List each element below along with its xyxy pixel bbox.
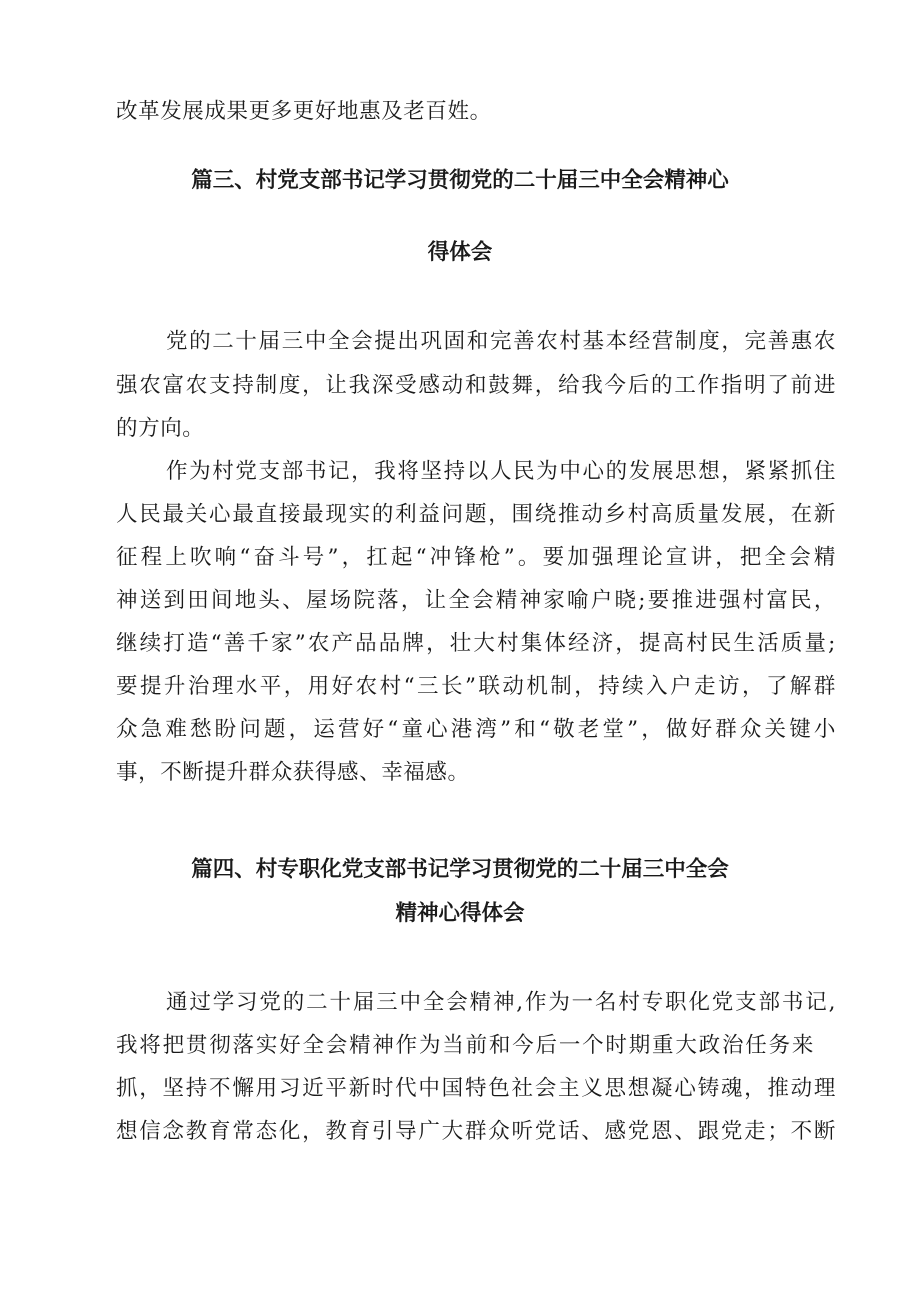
paragraph-line: 要提升治理水平，用好农村“三长”联动机制，持续入户走访，了解群 xyxy=(116,674,836,699)
paragraph-line: 强农富农支持制度，让我深受感动和鼓舞，给我今后的工作指明了前进 xyxy=(116,373,836,398)
paragraph-line: 改革发展成果更多更好地惠及老百姓。 xyxy=(116,99,492,124)
paragraph-line: 神送到田间地头、屋场院落，让全会精神家喻户晓;要推进强村富民， xyxy=(116,588,836,613)
paragraph-line: 党的二十届三中全会提出巩固和完善农村基本经营制度，完善惠农 xyxy=(166,329,836,354)
paragraph-line: 我将把贯彻落实好全会精神作为当前和今后一个时期重大政治任务来 xyxy=(116,1033,814,1058)
section-title-4-line-2: 精神心得体会 xyxy=(395,901,525,926)
paragraph-line: 人民最关心最直接最现实的利益问题，围绕推动乡村高质量发展，在新 xyxy=(116,502,836,527)
section-title-3-line-1: 篇三、村党支部书记学习贯彻党的二十届三中全会精神心 xyxy=(191,168,729,193)
paragraph-line: 众急难愁盼问题，运营好“童心港湾”和“敬老堂”，做好群众关键小 xyxy=(116,717,836,742)
section-title-3-line-2: 得体会 xyxy=(427,240,493,265)
paragraph-line: 抓，坚持不懈用习近平新时代中国特色社会主义思想凝心铸魂，推动理 xyxy=(116,1076,836,1101)
paragraph-line: 征程上吹响“奋斗号”，扛起“冲锋枪”。要加强理论宣讲，把全会精 xyxy=(116,545,836,570)
paragraph-line: 事，不断提升群众获得感、幸福感。 xyxy=(116,760,470,785)
paragraph-line: 继续打造“善千家”农产品品牌，壮大村集体经济，提高村民生活质量; xyxy=(116,631,836,656)
paragraph-line: 的方向。 xyxy=(116,416,205,441)
paragraph-line: 通过学习党的二十届三中全会精神,作为一名村专职化党支部书记, xyxy=(166,990,836,1015)
section-title-4-line-1: 篇四、村专职化党支部书记学习贯彻党的二十届三中全会 xyxy=(191,857,729,882)
paragraph-line: 作为村党支部书记，我将坚持以人民为中心的发展思想，紧紧抓住 xyxy=(166,459,836,484)
paragraph-line: 想信念教育常态化，教育引导广大群众听党话、感党恩、跟党走；不断 xyxy=(116,1119,836,1144)
